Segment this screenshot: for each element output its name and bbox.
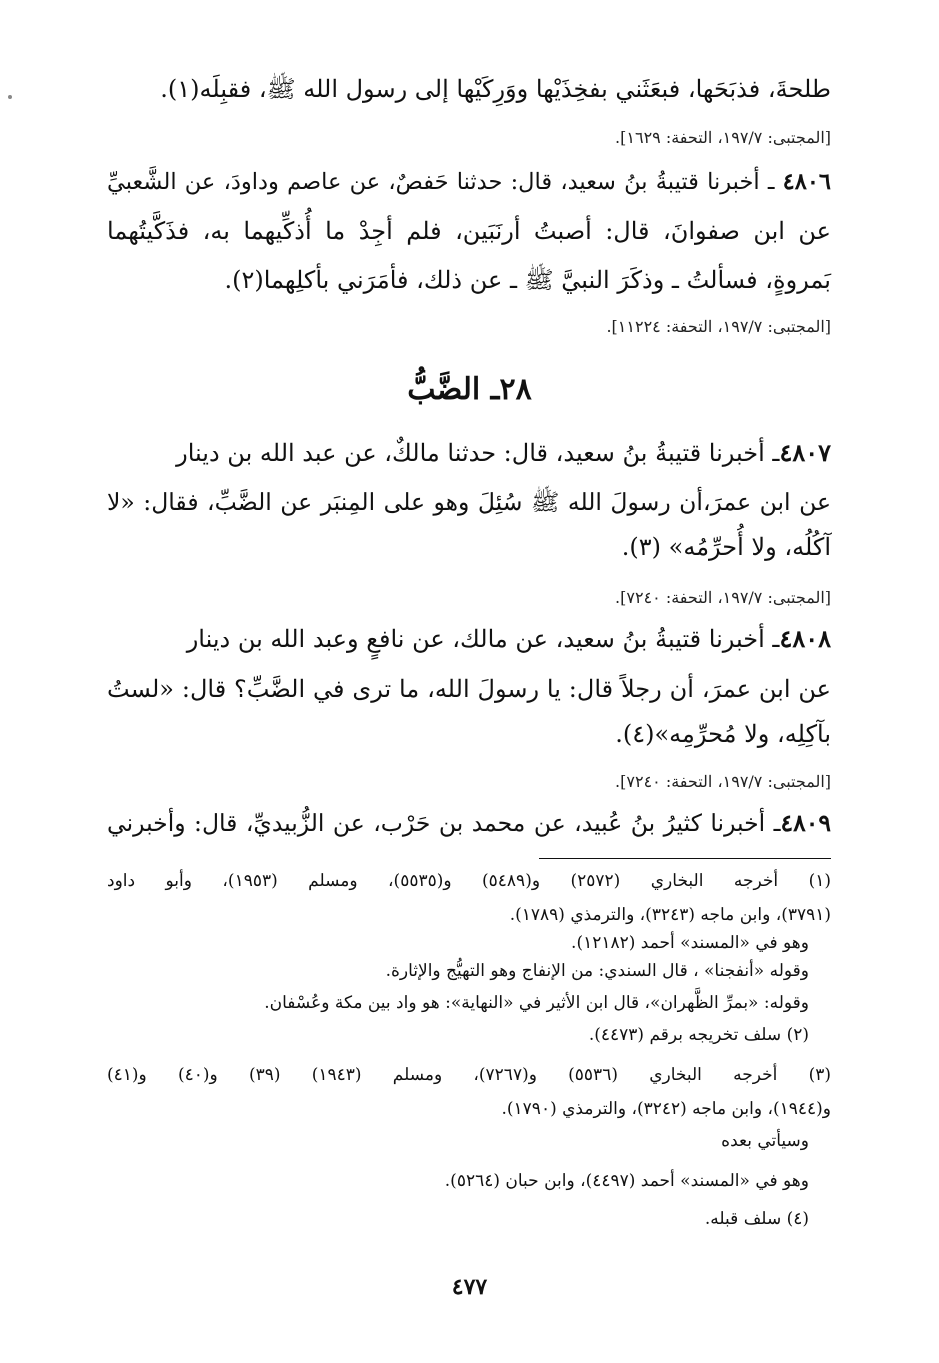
hadith-4808-line-1	[107, 622, 831, 656]
footnote-3-line-4: وهو في «المسند» أحمد (٤٤٩٧)، وابن حبان (٥٢٦٤).	[444, 1171, 809, 1191]
hadith-text: ـ أخبرنا قتيبةُ بنُ سعيد، قال: حدثنا مالكٌ، عن عبد الله بن دينار	[176, 439, 780, 467]
footnote-2: (٢) سلف تخريجه برقم (٤٤٧٣).	[588, 1025, 809, 1045]
hadith-4808-line-2: عن ابن عمرَ، أن رجلاً قال: يا رسولَ الله، ما ترى في الضَّبِّ؟ قال: «لستُ	[107, 675, 831, 703]
footnote-4: (٤) سلف قبله.	[704, 1209, 809, 1229]
footnote-3-line-1: (٣) أخرجه البخاري (٥٥٣٦) و(٧٢٦٧)، ومسلم (١٩٤٣) (٣٩) و(٤٠) و(٤١)	[107, 1065, 832, 1085]
footnote-1-line-1: (١) أخرجه البخاري (٢٥٧٢) و(٥٤٨٩) و(٥٥٣٥)، ومسلم (١٩٥٣)، وأبو داود	[107, 871, 832, 891]
hadith-4807-line-2: عن ابن عمرَ،أن رسولَ الله ﷺ سُئِلَ وهو على المِنبَر عن الضَّبِّ، فقال: «لا	[107, 488, 831, 516]
hadith-text: ـ أخبرنا كثيرُ بنُ عُبيد، عن محمد بن حَرْب، عن الزُّبيديِّ، قال: وأخبرني	[107, 809, 781, 837]
hadith-reference: [المجتبى: ١٩٧/٧، التحفة: ١٦٢٩].	[615, 128, 831, 147]
footnote-1-line-3: وهو في «المسند» أحمد (١٢١٨٢).	[571, 933, 809, 953]
hadith-reference: [المجتبى: ١٩٧/٧، التحفة: ٧٢٤٠].	[615, 772, 831, 791]
footnote-3-line-2: و(١٩٤٤)، وابن ماجه (٣٢٤٢)، والترمذي (١٧٩٠).	[501, 1099, 831, 1119]
hadith-number: ٤٨٠٩	[780, 809, 831, 837]
footnote-1-line-2: (٣٧٩١)، وابن ماجه (٣٢٤٣)، والترمذي (١٧٨٩).	[509, 905, 831, 925]
hadith-text: ـ أخبرنا قتيبةُ بنُ سعيد، عن مالك، عن نافعٍ وعبد الله بن دينار	[186, 625, 780, 653]
hadith-4809-line-1	[107, 806, 831, 840]
footnote-3-line-3: وسيأتي بعده	[721, 1131, 809, 1151]
footnote-divider	[539, 858, 831, 859]
hadith-number: ٤٨٠٧	[779, 438, 831, 467]
hadith-reference: [المجتبى: ١٩٧/٧، التحفة: ٧٢٤٠].	[615, 588, 831, 607]
hadith-4806-line-3: بَمروةٍ، فسألتُ ـ وذكَرَ النبيَّ ﷺ ـ عن ذلك، فأمَرَني بأكلِهما(٢).	[224, 266, 831, 294]
hadith-reference: [المجتبى: ١٩٧/٧، التحفة: ١١٢٢٤].	[606, 317, 831, 336]
footnote-1-line-5: وقوله: «بمرِّ الظَّهران»، قال ابن الأثير في «النهاية»: هو واد بين مكة وعُسْفان.	[264, 993, 809, 1013]
hadith-4807-line-3: آكُلُه، ولا أُحرِّمُه» (٣).	[621, 533, 831, 561]
hadith-4808-line-3: بآكِلِه، ولا مُحرِّمِه»(٤).	[615, 720, 831, 748]
hadith-4806-line-2: عن ابن صفوانَ، قال: أصبتُ أرنَبَين، فلم أجِدْ ما أُذكِّيهما به، فذَكَّيتُهما	[107, 217, 832, 245]
hadith-number: ٤٨٠٦	[782, 169, 831, 195]
section-heading: ٢٨ـ الضَّبُّ	[407, 372, 532, 407]
hadith-number: ٤٨٠٨	[779, 624, 831, 653]
footnote-1-line-4: وقوله «أنفجنا» ، قال السندي: من الإنفاج وهو التهيُّج والإثارة.	[385, 961, 809, 981]
page-number: ٤٧٧	[451, 1274, 488, 1300]
text-line: طلحةَ، فذبَحَها، فبعَثَني بفخِذَيْها ووَرِكَيْها إلى رسول الله ﷺ، فقبِلَه(١).	[160, 75, 831, 103]
hadith-4807-line-1	[107, 436, 831, 470]
hadith-4806-line-1	[107, 165, 831, 199]
hadith-text: ـ أخبرنا قتيبةُ بنُ سعيد، قال: حدثنا حَفصٌ، عن عاصم وداودَ، عن الشَّعبيِّ	[107, 169, 783, 195]
margin-dot	[8, 95, 12, 99]
